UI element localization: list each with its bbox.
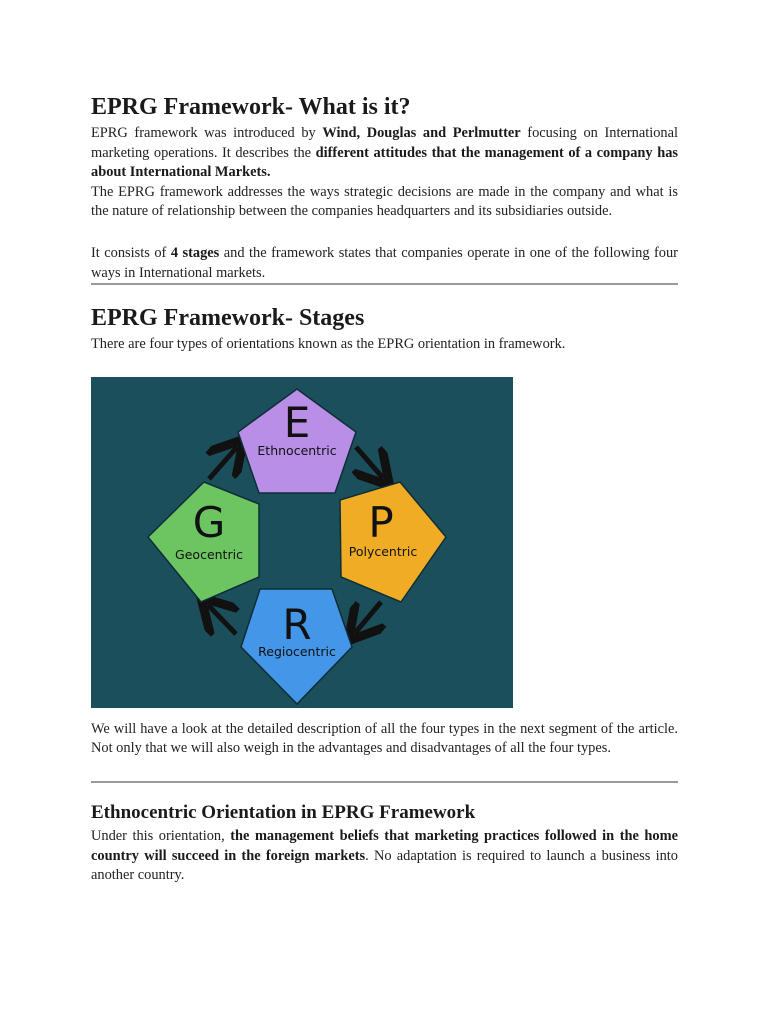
label-polycentric: Polycentric [348, 543, 418, 559]
letter-r: R [282, 599, 312, 649]
eprg-diagram [91, 377, 513, 708]
stages-intro: There are four types of orientations known as the EPRG orientation in framework. [91, 336, 566, 353]
arrow-r-to-g [208, 605, 236, 634]
intro-paragraph: EPRG framework was introduced by Wind, Douglas and Perlmutter focusing on International marketing operations. It describes the different attitudes that the management of a company has about International Markets. [91, 125, 678, 181]
node-regiocentric [241, 589, 352, 704]
section-title-what-is-it: EPRG Framework- What is it? [91, 94, 411, 120]
letter-p: P [368, 497, 394, 547]
label-regiocentric: Regiocentric [258, 643, 336, 659]
next-segment-paragraph: We will have a look at the detailed description of all the four types in the next segment of the article. Not only that we will also weigh in the advantages and disadvantages of all the four types. [91, 720, 678, 757]
label-ethnocentric: Ethnocentric [257, 442, 337, 458]
section-title-ethnocentric: Ethnocentric Orientation in EPRG Framework [91, 801, 476, 823]
arrow-g-to-e [209, 447, 237, 479]
node-polycentric [335, 482, 447, 602]
node-geocentric [148, 482, 259, 602]
node-ethnocentric [238, 389, 356, 493]
arrow-e-to-p [356, 447, 383, 478]
stages-paragraph: It consists of 4 stages and the framework states that companies operate in one of the following four ways in International markets. [91, 244, 678, 281]
letter-g: G [192, 497, 226, 547]
arrow-p-to-r [355, 602, 381, 633]
label-geocentric: Geocentric [175, 546, 243, 562]
section-title-stages: EPRG Framework- Stages [91, 305, 365, 332]
article-body [91, 92, 678, 886]
ethnocentric-paragraph: Under this orientation, the management beliefs that marketing practices followed in the home country will succeed in the foreign markets. No adaptation is required to launch a business into another country. [91, 827, 678, 884]
letter-e: E [283, 397, 311, 447]
strategic-paragraph: The EPRG framework addresses the ways strategic decisions are made in the company and what is the nature of relationship between the companies headquarters and its subsidiaries outside. [91, 183, 678, 220]
